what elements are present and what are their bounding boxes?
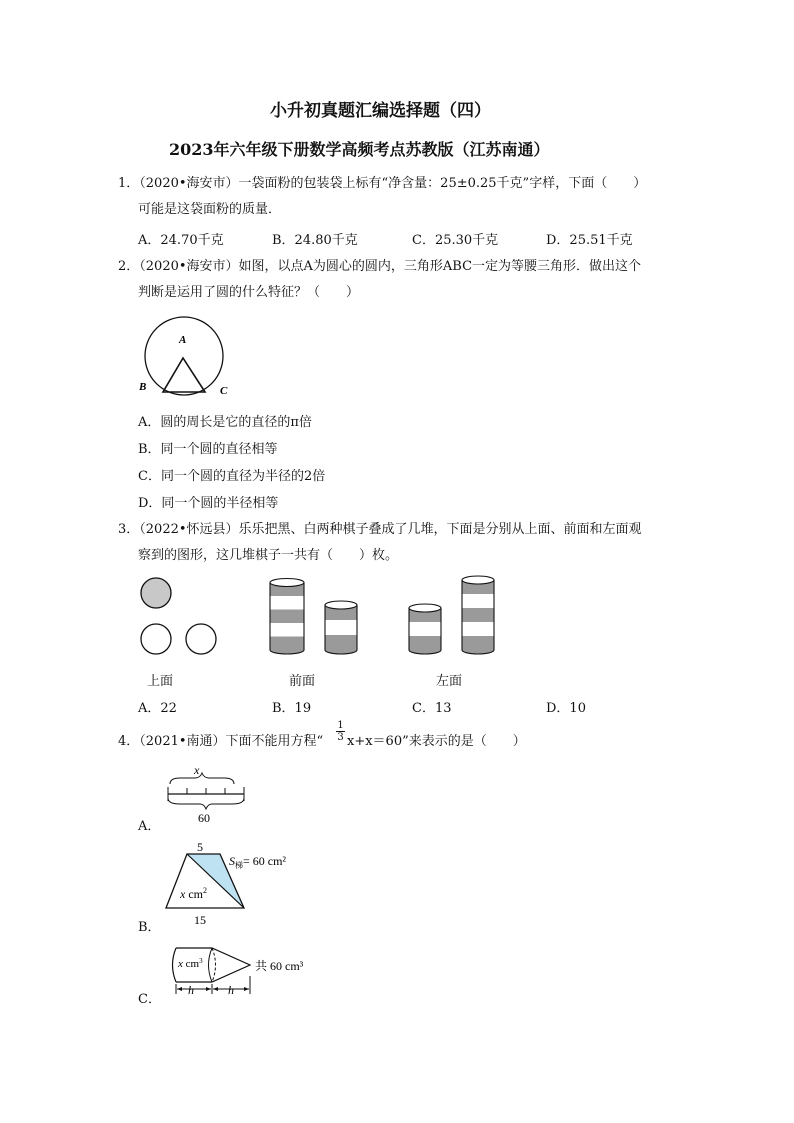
checker-piece (270, 596, 304, 610)
page-title: 小升初真题汇编选择题（四） (270, 101, 491, 121)
segment-x-label: x (194, 763, 200, 777)
page-subtitle: 2023年六年级下册数学高频考点苏教版（江苏南通） (169, 140, 550, 159)
question-2-line-1: 2．（2020•海安市）如图，以点A为圆心的圆内，三角形ABC一定为等腰三角形．做出这个 (118, 259, 642, 274)
question-1-option-d[interactable]: D．25.51千克 (546, 233, 633, 248)
question-2-line-2: 判断是运用了圆的什么特征？（ ） (138, 285, 360, 300)
trapezoid-top-label: 5 (197, 840, 203, 854)
equation-fraction (336, 720, 345, 743)
checker-piece (409, 622, 441, 636)
question-2-option-a[interactable]: A．圆的周长是它的直径的π倍 (138, 415, 312, 430)
point-c-label: C (220, 385, 228, 397)
question-4-option-a[interactable]: A． (138, 819, 161, 834)
question-4-option-c[interactable]: C． (138, 992, 161, 1007)
question-3-option-b[interactable]: B．19 (272, 701, 312, 716)
left-tall-stack (462, 576, 494, 654)
question-3-option-c[interactable]: C．13 (412, 701, 452, 716)
left-view-label: 左面 (436, 674, 463, 689)
top-view-label: 上面 (147, 674, 174, 689)
cone-height-label: h (228, 983, 234, 997)
checker-piece (462, 608, 494, 622)
checker-piece (462, 594, 494, 608)
segment-total-label: 60 (198, 811, 210, 825)
question-1-option-b[interactable]: B．24.80千克 (272, 233, 358, 248)
total-volume-label: 共 60 cm³ (255, 959, 304, 973)
question-1-line-1: 1．（2020•海安市）一袋面粉的包装袋上标有“净含量：25±0.25千克”字样，下面（ ） (118, 176, 647, 191)
front-view-figure (268, 574, 368, 656)
question-4-suffix: x+x＝60”来表示的是（ ） (347, 734, 526, 749)
checker-piece (325, 635, 357, 650)
triangle-area-label: x $cm^2$ (180, 886, 207, 901)
question-1-option-c[interactable]: C．25.30千克 (412, 233, 499, 248)
checker-piece (325, 620, 357, 635)
trapezoid-bottom-label: 15 (194, 913, 206, 927)
fraction-numerator: 1 (337, 720, 344, 731)
point-a-label: A (179, 334, 187, 346)
front-short-stack (325, 601, 357, 654)
circle-triangle-figure (135, 312, 245, 402)
question-2-option-b[interactable]: B．同一个圆的直径相等 (138, 442, 278, 457)
front-view-label: 前面 (289, 674, 316, 689)
checker-piece (462, 622, 494, 636)
trapezoid-area-label: $S_梯= 60$ cm² (229, 854, 287, 870)
left-short-stack (409, 604, 441, 654)
cylinder-height-label: h (188, 983, 194, 997)
question-4-prefix: 4．（2021•南通）下面不能用方程“ (118, 734, 324, 749)
checker-piece (462, 636, 494, 650)
fraction-denominator: 3 (337, 732, 344, 743)
question-3-line-1: 3．（2022•怀远县）乐乐把黑、白两种棋子叠成了几堆，下面是分别从上面、前面和左面观 (118, 522, 642, 537)
left-view-figure (407, 573, 502, 657)
trapezoid-figure (160, 838, 310, 930)
question-1-line-2: 可能是这袋面粉的质量． (138, 202, 282, 217)
question-2-option-c[interactable]: C．同一个圆的直径为半径的2倍 (138, 469, 326, 484)
question-3-option-a[interactable]: A．22 (138, 701, 177, 716)
question-1-option-a[interactable]: A．24.70千克 (138, 233, 224, 248)
checker-piece (270, 610, 304, 624)
checker-piece (270, 637, 304, 651)
cylinder-volume-label: x $cm^3$ (178, 957, 203, 970)
top-view-figure (138, 576, 223, 656)
point-b-label: B (139, 381, 147, 393)
checker-piece (409, 636, 441, 650)
checker-piece (270, 623, 304, 637)
question-3-line-2: 察到的图形，这几堆棋子一共有（ ）枚。 (138, 548, 399, 563)
question-2-option-d[interactable]: D．同一个圆的半径相等 (138, 496, 279, 511)
segment-diagram (160, 764, 255, 828)
cylinder-cone-figure (160, 944, 330, 1004)
question-3-option-d[interactable]: D．10 (546, 701, 586, 716)
front-tall-stack (270, 579, 304, 655)
question-4-option-b[interactable]: B． (138, 920, 161, 935)
